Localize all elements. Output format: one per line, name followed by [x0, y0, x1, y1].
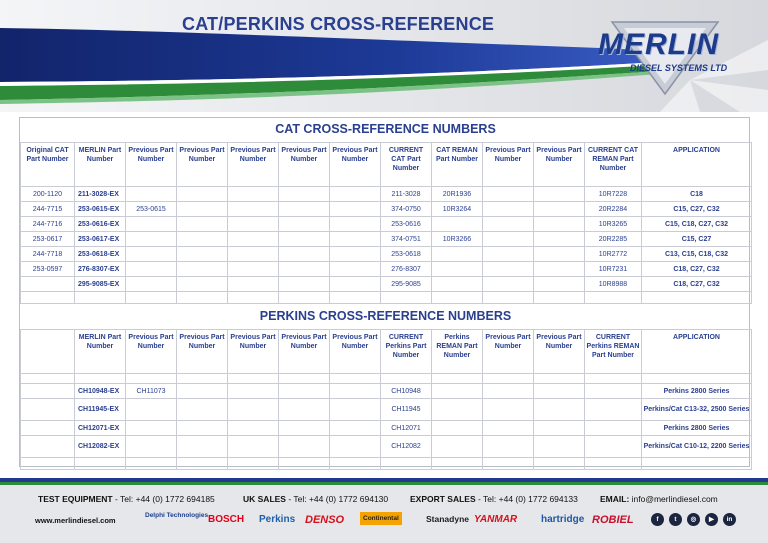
table-row	[21, 232, 752, 247]
table-cell	[330, 436, 381, 458]
linkedin-icon[interactable]: in	[723, 513, 736, 526]
table-cell	[534, 232, 585, 247]
perkins-header-cell: CURRENT Perkins REMAN Part Number	[585, 330, 642, 374]
table-cell	[330, 292, 381, 304]
table-cell	[177, 217, 228, 232]
application-cell: Perkins/Cat C10-12, 2200 Series	[642, 436, 752, 458]
footer-stripe-green	[0, 482, 768, 485]
table-cell	[177, 262, 228, 277]
cat-header-cell: Previous Part Number	[126, 143, 177, 187]
perkins-header-cell: Previous Part Number	[483, 330, 534, 374]
table-cell: 211-3028	[381, 187, 432, 202]
merlin-part-cell: 276-8307-EX	[75, 262, 126, 277]
table-cell	[279, 247, 330, 262]
table-cell: 10R3265	[585, 217, 642, 232]
perkins-header-cell: MERLIN Part Number	[75, 330, 126, 374]
table-cell	[432, 421, 483, 436]
perkins-header-cell: Previous Part Number	[177, 330, 228, 374]
perkins-header-cell	[21, 330, 75, 374]
brand-perkins: Perkins	[259, 514, 296, 525]
table-cell: 10R3264	[432, 202, 483, 217]
merlin-part-cell: CH12082-EX	[75, 436, 126, 458]
test-equipment-contact	[38, 494, 215, 504]
perkins-table-header-row	[21, 330, 752, 374]
table-cell	[279, 187, 330, 202]
table-cell	[126, 374, 177, 384]
table-cell	[381, 292, 432, 304]
test-equipment-tel: - Tel: +44 (0) 1772 694185	[112, 494, 215, 504]
perkins-header-cell: Previous Part Number	[126, 330, 177, 374]
table-cell	[432, 277, 483, 292]
table-row	[21, 374, 752, 384]
table-cell	[177, 421, 228, 436]
table-cell	[177, 458, 228, 470]
table-cell	[534, 421, 585, 436]
table-cell	[21, 458, 75, 470]
cat-header-cell: Previous Part Number	[330, 143, 381, 187]
brand-bosch: BOSCH	[208, 514, 245, 525]
table-row	[21, 187, 752, 202]
table-cell	[330, 421, 381, 436]
table-cell	[585, 421, 642, 436]
export-sales-contact	[410, 494, 578, 504]
table-cell	[228, 232, 279, 247]
perkins-header-cell: Previous Part Number	[534, 330, 585, 374]
table-cell	[432, 374, 483, 384]
merlin-part-cell: 253-0618-EX	[75, 247, 126, 262]
cat-header-cell: MERLIN Part Number	[75, 143, 126, 187]
uk-sales-contact	[243, 494, 388, 504]
table-cell	[228, 202, 279, 217]
table-cell	[126, 421, 177, 436]
table-cell: 244-7715	[21, 202, 75, 217]
table-cell: 374-0750	[381, 202, 432, 217]
table-cell	[330, 262, 381, 277]
table-cell	[534, 187, 585, 202]
export-sales-label: EXPORT SALES	[410, 494, 476, 504]
table-row	[21, 421, 752, 436]
facebook-icon[interactable]: f	[651, 513, 664, 526]
page-title: CAT/PERKINS CROSS-REFERENCE	[182, 14, 495, 34]
table-cell: 10R2772	[585, 247, 642, 262]
cat-header-cell: CAT REMAN Part Number	[432, 143, 483, 187]
table-cell	[228, 217, 279, 232]
table-cell: 253-0618	[381, 247, 432, 262]
table-cell	[126, 458, 177, 470]
table-cell: 253-0597	[21, 262, 75, 277]
table-cell	[177, 399, 228, 421]
table-cell: 10R7231	[585, 262, 642, 277]
table-cell	[483, 458, 534, 470]
table-row	[21, 384, 752, 399]
table-cell	[483, 232, 534, 247]
table-cell	[534, 384, 585, 399]
table-cell: 10R3266	[432, 232, 483, 247]
table-cell	[279, 292, 330, 304]
table-cell	[228, 384, 279, 399]
brand-yanmar: YANMAR	[474, 514, 518, 525]
application-cell: C15, C27	[642, 232, 752, 247]
table-cell	[279, 217, 330, 232]
merlin-logo	[590, 18, 740, 96]
table-cell	[21, 292, 75, 304]
perkins-section-title: PERKINS CROSS-REFERENCE NUMBERS	[259, 309, 512, 323]
application-cell: Perkins 2800 Series	[642, 384, 752, 399]
twitter-icon[interactable]: t	[669, 513, 682, 526]
table-cell	[330, 232, 381, 247]
table-cell	[432, 458, 483, 470]
table-cell	[330, 202, 381, 217]
table-cell	[585, 399, 642, 421]
table-cell	[330, 399, 381, 421]
cat-table-header-row	[21, 143, 752, 187]
table-cell	[21, 436, 75, 458]
table-cell	[483, 399, 534, 421]
table-cell: 20R2284	[585, 202, 642, 217]
perkins-header-cell: APPLICATION	[642, 330, 752, 374]
table-cell	[483, 217, 534, 232]
table-cell	[279, 458, 330, 470]
uk-sales-label: UK SALES	[243, 494, 286, 504]
table-cell	[483, 436, 534, 458]
application-cell	[642, 458, 752, 470]
table-cell	[330, 458, 381, 470]
perkins-header-cell: Perkins REMAN Part Number	[432, 330, 483, 374]
table-cell: 276-8307	[381, 262, 432, 277]
table-cell	[177, 374, 228, 384]
table-cell	[330, 374, 381, 384]
application-cell: C18, C27, C32	[642, 277, 752, 292]
table-cell: 295-9085	[381, 277, 432, 292]
table-cell: 374-0751	[381, 232, 432, 247]
table-cell	[432, 217, 483, 232]
table-row	[21, 247, 752, 262]
table-cell	[126, 247, 177, 262]
cat-header-cell: Previous Part Number	[483, 143, 534, 187]
table-cell	[126, 277, 177, 292]
email-label: EMAIL:	[600, 494, 630, 504]
merlin-part-cell	[75, 292, 126, 304]
brand-hartridge: hartridge	[541, 514, 585, 525]
table-cell	[534, 436, 585, 458]
table-cell	[228, 247, 279, 262]
application-cell	[642, 292, 752, 304]
table-cell	[228, 436, 279, 458]
table-cell	[126, 232, 177, 247]
table-cell	[432, 399, 483, 421]
table-cell	[228, 399, 279, 421]
table-cell: 200-1120	[21, 187, 75, 202]
table-cell: 253-0617	[21, 232, 75, 247]
table-cell	[177, 187, 228, 202]
merlin-part-cell: CH10948-EX	[75, 384, 126, 399]
table-cell	[585, 436, 642, 458]
table-cell	[177, 202, 228, 217]
merlin-part-cell: 211-3028-EX	[75, 187, 126, 202]
brand-continental: Continental	[360, 512, 402, 525]
youtube-icon[interactable]: ▶	[705, 513, 718, 526]
table-cell	[279, 384, 330, 399]
table-cell	[432, 436, 483, 458]
table-cell	[534, 262, 585, 277]
table-cell	[483, 262, 534, 277]
table-cell: 10R7228	[585, 187, 642, 202]
table-cell	[279, 399, 330, 421]
table-cell	[534, 292, 585, 304]
page-header	[0, 0, 768, 112]
cat-header-cell: Original CAT Part Number	[21, 143, 75, 187]
merlin-part-cell: CH12071-EX	[75, 421, 126, 436]
uk-sales-tel: - Tel: +44 (0) 1772 694130	[285, 494, 389, 504]
table-cell	[483, 421, 534, 436]
table-cell	[177, 384, 228, 399]
table-row	[21, 202, 752, 217]
table-row	[21, 292, 752, 304]
brand-robiel: ROBIEL	[592, 514, 634, 526]
merlin-part-cell: 295-9085-EX	[75, 277, 126, 292]
table-cell	[381, 374, 432, 384]
table-cell: 20R1936	[432, 187, 483, 202]
table-cell	[483, 202, 534, 217]
logo-subtitle: DIESEL SYSTEMS LTD	[630, 63, 728, 73]
table-cell	[483, 374, 534, 384]
table-cell	[228, 458, 279, 470]
table-cell	[228, 187, 279, 202]
table-cell	[279, 277, 330, 292]
perkins-header-cell: Previous Part Number	[279, 330, 330, 374]
table-cell	[177, 232, 228, 247]
merlin-part-cell	[75, 374, 126, 384]
table-row	[21, 217, 752, 232]
table-cell	[483, 247, 534, 262]
application-cell: C18	[642, 187, 752, 202]
brand-stanadyne: Stanadyne	[426, 514, 469, 524]
table-cell: 253-0615	[126, 202, 177, 217]
website-link[interactable]: www.merlindiesel.com	[35, 516, 116, 525]
merlin-part-cell: CH11945-EX	[75, 399, 126, 421]
table-cell	[432, 292, 483, 304]
table-cell	[228, 277, 279, 292]
table-cell	[21, 421, 75, 436]
cat-section-title: CAT CROSS-REFERENCE NUMBERS	[275, 122, 496, 136]
table-cell	[432, 247, 483, 262]
table-cell: 20R2285	[585, 232, 642, 247]
application-cell: C13, C15, C18, C32	[642, 247, 752, 262]
table-cell	[126, 399, 177, 421]
application-cell	[642, 374, 752, 384]
table-cell	[126, 262, 177, 277]
table-cell	[126, 217, 177, 232]
table-cell	[177, 292, 228, 304]
table-cell: 10R8988	[585, 277, 642, 292]
table-cell	[279, 202, 330, 217]
table-cell	[279, 262, 330, 277]
export-sales-tel: - Tel: +44 (0) 1772 694133	[475, 494, 578, 504]
table-cell	[483, 384, 534, 399]
table-cell	[330, 217, 381, 232]
table-row	[21, 458, 752, 470]
perkins-header-cell: CURRENT Perkins Part Number	[381, 330, 432, 374]
table-cell	[585, 374, 642, 384]
cat-header-cell: CURRENT CAT Part Number	[381, 143, 432, 187]
table-cell	[21, 374, 75, 384]
brand-denso: DENSO	[305, 514, 345, 526]
table-cell: CH12082	[381, 436, 432, 458]
table-cell	[534, 217, 585, 232]
perkins-cross-reference-table	[20, 329, 752, 470]
table-cell	[381, 458, 432, 470]
cross-reference-panel	[19, 117, 750, 467]
table-cell	[534, 202, 585, 217]
table-cell	[228, 292, 279, 304]
email-link[interactable]: info@merlindiesel.com	[629, 494, 718, 504]
table-cell	[534, 399, 585, 421]
test-equipment-label: TEST EQUIPMENT	[38, 494, 113, 504]
table-cell	[279, 374, 330, 384]
table-cell	[228, 262, 279, 277]
table-cell	[534, 247, 585, 262]
table-cell	[330, 187, 381, 202]
table-cell	[279, 436, 330, 458]
table-cell	[21, 277, 75, 292]
page-footer	[0, 478, 768, 543]
table-cell	[228, 374, 279, 384]
table-cell	[483, 292, 534, 304]
table-row	[21, 436, 752, 458]
merlin-part-cell: 253-0616-EX	[75, 217, 126, 232]
table-cell: 253-0616	[381, 217, 432, 232]
table-cell	[279, 421, 330, 436]
table-cell: 244-7716	[21, 217, 75, 232]
cat-header-cell: Previous Part Number	[279, 143, 330, 187]
cat-cross-reference-table	[20, 142, 752, 304]
instagram-icon[interactable]: ◎	[687, 513, 700, 526]
perkins-header-cell: Previous Part Number	[228, 330, 279, 374]
table-cell	[483, 187, 534, 202]
table-cell	[21, 399, 75, 421]
table-cell	[279, 232, 330, 247]
table-cell	[126, 292, 177, 304]
cat-header-cell: Previous Part Number	[534, 143, 585, 187]
table-cell	[585, 458, 642, 470]
merlin-part-cell: 253-0615-EX	[75, 202, 126, 217]
table-cell	[177, 277, 228, 292]
table-cell	[330, 384, 381, 399]
table-cell	[534, 374, 585, 384]
table-cell	[483, 277, 534, 292]
table-cell: CH10948	[381, 384, 432, 399]
table-cell	[126, 187, 177, 202]
application-cell: Perkins 2800 Series	[642, 421, 752, 436]
cat-header-cell: Previous Part Number	[228, 143, 279, 187]
application-cell: C15, C18, C27, C32	[642, 217, 752, 232]
cat-header-cell: CURRENT CAT REMAN Part Number	[585, 143, 642, 187]
table-cell	[228, 421, 279, 436]
table-cell: 244-7718	[21, 247, 75, 262]
merlin-part-cell: 253-0617-EX	[75, 232, 126, 247]
table-cell: CH11073	[126, 384, 177, 399]
table-cell	[330, 247, 381, 262]
table-cell	[21, 384, 75, 399]
table-cell	[330, 277, 381, 292]
cat-header-cell: Previous Part Number	[177, 143, 228, 187]
table-cell	[432, 384, 483, 399]
table-cell	[126, 436, 177, 458]
table-cell: CH12071	[381, 421, 432, 436]
table-cell	[177, 436, 228, 458]
table-cell	[585, 384, 642, 399]
table-row	[21, 277, 752, 292]
merlin-part-cell	[75, 458, 126, 470]
table-row	[21, 262, 752, 277]
table-cell	[534, 277, 585, 292]
table-cell: CH11945	[381, 399, 432, 421]
application-cell: C15, C27, C32	[642, 202, 752, 217]
perkins-header-cell: Previous Part Number	[330, 330, 381, 374]
table-row	[21, 399, 752, 421]
table-cell	[534, 458, 585, 470]
cat-header-cell: APPLICATION	[642, 143, 752, 187]
application-cell: C18, C27, C32	[642, 262, 752, 277]
brand-delphi: Delphi Technologies	[145, 512, 209, 519]
table-cell	[585, 292, 642, 304]
application-cell: Perkins/Cat C13-32, 2500 Series	[642, 399, 752, 421]
table-cell	[432, 262, 483, 277]
email-contact	[600, 494, 718, 504]
logo-wordmark: MERLIN	[598, 28, 719, 61]
table-cell	[177, 247, 228, 262]
